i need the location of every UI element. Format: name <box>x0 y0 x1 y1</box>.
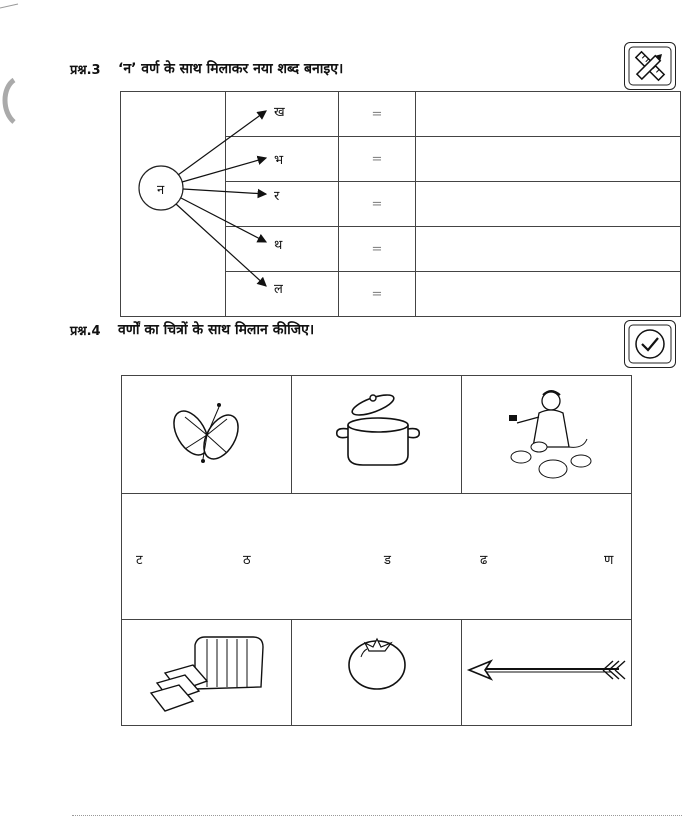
bread-slices-icon <box>123 621 290 720</box>
equals-sign: = <box>371 241 383 257</box>
image-cell-tomato <box>292 620 462 726</box>
equals-sign: = <box>371 151 383 167</box>
q3-instruction: ‘न’ वर्ण के साथ मिलाकर नया शब्द बनाइए। <box>118 61 344 77</box>
q4-letter-3: ड <box>384 553 391 568</box>
q3-number: प्रश्न.3 <box>70 63 101 78</box>
q3-answer-field[interactable] <box>416 272 681 317</box>
q3-answer-field[interactable] <box>416 227 681 272</box>
q3-answer-field[interactable] <box>416 137 681 182</box>
q3-letter-5: ल <box>274 282 283 297</box>
q3-arrow-diagram <box>120 91 300 306</box>
arrow-5 <box>176 204 266 286</box>
q4-letter-4: ढ <box>480 553 488 568</box>
q3-equals-cell <box>339 92 416 137</box>
equals-sign: = <box>371 106 383 122</box>
arrow-1 <box>178 111 266 175</box>
q3-letter-3: र <box>274 189 280 204</box>
q3-letter-4: थ <box>274 238 283 253</box>
q3-letter-2: भ <box>274 153 284 168</box>
equals-sign: = <box>371 286 383 302</box>
q3-answer-field[interactable] <box>416 92 681 137</box>
q3-equals-cell <box>339 227 416 272</box>
page-edge-decoration <box>0 0 30 140</box>
q3-equals-cell <box>339 137 416 182</box>
cooking-pot-icon <box>293 377 460 488</box>
image-cell-potter <box>462 376 632 494</box>
q4-letter-2: ठ <box>243 553 251 568</box>
q4-letter-5: ण <box>604 553 614 568</box>
arrow-2 <box>182 158 266 182</box>
damru-drum-icon <box>123 377 290 488</box>
q4-letters-row <box>122 494 632 620</box>
q3-center-letter: न <box>157 183 165 198</box>
q3-answer-field[interactable] <box>416 182 681 227</box>
arrow-3 <box>183 189 266 194</box>
tomato-icon <box>293 621 460 720</box>
pencil-ruler-cross-icon <box>624 42 676 90</box>
q3-equals-cell <box>339 182 416 227</box>
q4-number: प्रश्न.4 <box>70 324 101 339</box>
image-cell-pot <box>292 376 462 494</box>
q3-equals-cell <box>339 272 416 317</box>
q3-letter-1: ख <box>274 105 285 120</box>
footer-dotted-line <box>72 815 682 816</box>
q4-grid-wrap <box>121 375 632 726</box>
image-cell-bread <box>122 620 292 726</box>
q4-letter-1: ट <box>136 553 143 568</box>
image-cell-arrow <box>462 620 632 726</box>
image-cell-damru <box>122 376 292 494</box>
equals-sign: = <box>371 196 383 212</box>
q4-instruction: वर्णों का चित्रों के साथ मिलान कीजिए। <box>118 322 315 338</box>
q4-grid <box>121 375 632 726</box>
arrow-icon <box>463 621 630 720</box>
potter-man-icon <box>463 377 630 488</box>
check-circle-icon <box>624 320 676 368</box>
